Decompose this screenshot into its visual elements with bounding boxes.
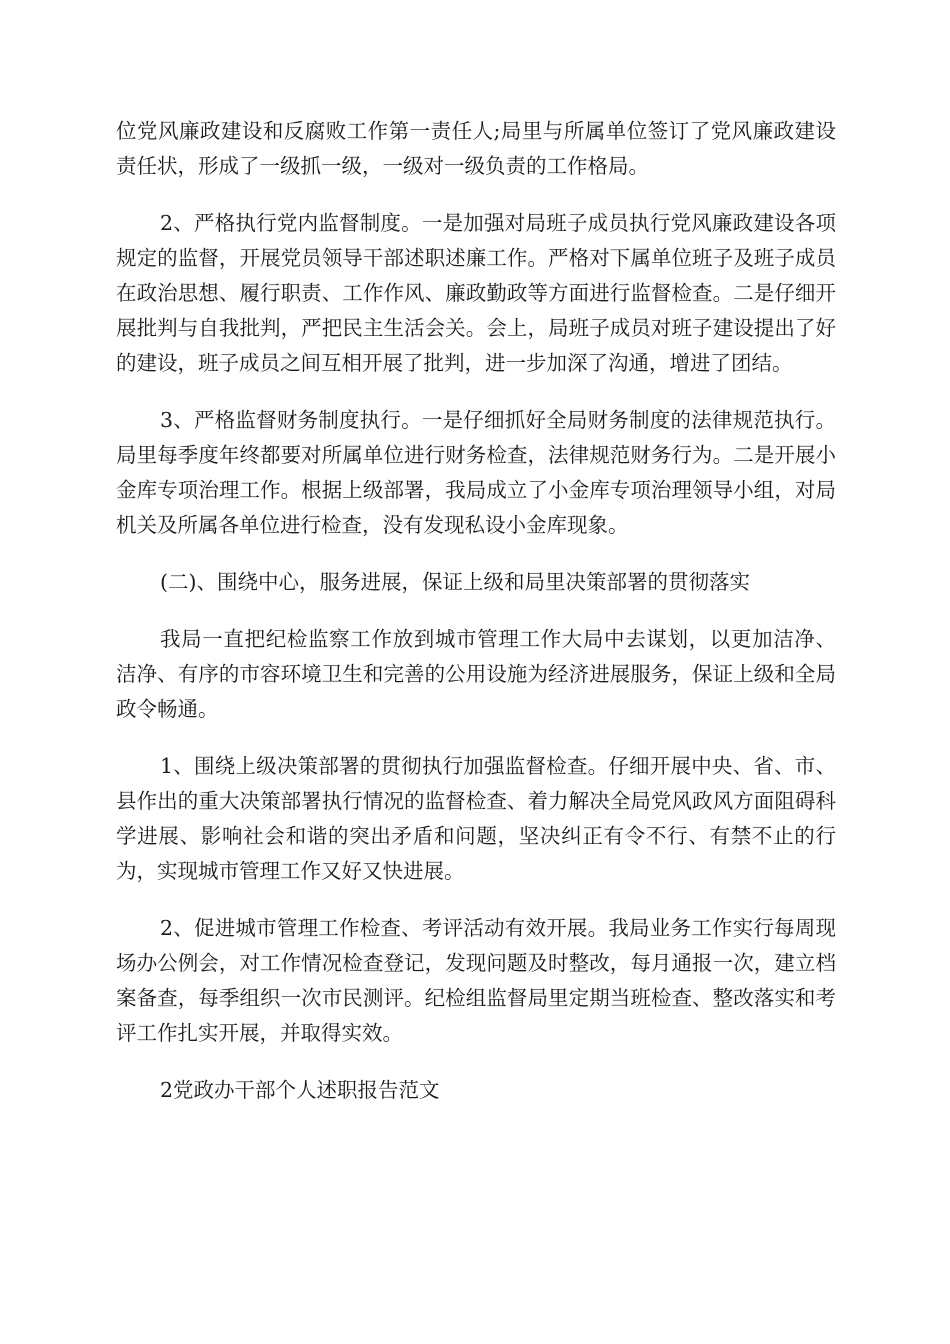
paragraph-finance-supervision: 3、严格监督财务制度执行。一是仔细抓好全局财务制度的法律规范执行。局里每季度年终都要对所属单位进行财务检查，法律规范财务行为。二是开展小金库专项治理工作。根据上级部署，我局成立了小金库专项治理领导小组，对局机关及所属各单位进行检查，没有发现私设小金库现象。 — [116, 408, 836, 537]
paragraph-inspection-evaluation: 2、促进城市管理工作检查、考评活动有效开展。我局业务工作实行每周现场办公例会，对工作情况检查登记，发现问题及时整改，每月通报一次，建立档案备查，每季组织一次市民测评。纪检组监督局里定期当班检查、整改落实和考评工作扎实开展，并取得实效。 — [116, 916, 836, 1045]
paragraph-city-management: 我局一直把纪检监察工作放到城市管理工作大局中去谋划，以更加洁净、洁净、有序的市容环境卫生和完善的公用设施为经济进展服务，保证上级和全局政令畅通。 — [116, 627, 836, 721]
section-heading: (二)、围绕中心，服务进展，保证上级和局里决策部署的贯彻落实 — [160, 570, 750, 594]
paragraph-continuation: 位党风廉政建设和反腐败工作第一责任人;局里与所属单位签订了党风廉政建设责任状，形成了一级抓一级，一级对一级负责的工作格局。 — [116, 119, 836, 178]
paragraph-decision-supervision: 1、围绕上级决策部署的贯彻执行加强监督检查。仔细开展中央、省、市、县作出的重大决策部署执行情况的监督检查、着力解决全局党风政风方面阻碍科学进展、影响社会和谐的突出矛盾和问题，坚决纠正有令不行、有禁不止的行为，实现城市管理工作又好又快进展。 — [116, 754, 836, 883]
paragraph-party-supervision: 2、严格执行党内监督制度。一是加强对局班子成员执行党风廉政建设各项规定的监督，开展党员领导干部述职述廉工作。严格对下属单位班子及班子成员在政治思想、履行职责、工作作风、廉政勤政等方面进行监督检查。二是仔细开展批判与自我批判，严把民主生活会关。会上，局班子成员对班子建设提出了好的建设，班子成员之间互相开展了批判，进一步加深了沟通，增进了团结。 — [116, 211, 836, 375]
document-page — [116, 114, 836, 1130]
document-title-next: 2党政办干部个人述职报告范文 — [160, 1078, 440, 1102]
